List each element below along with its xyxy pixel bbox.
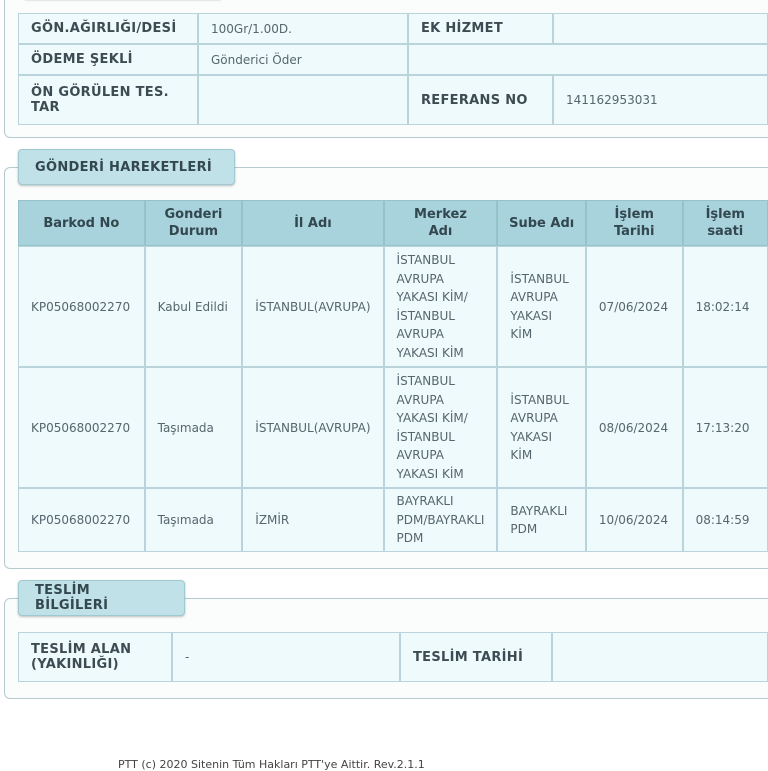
time-cell: 17:13:20 — [683, 367, 768, 488]
reference-no-value: 141162953031 — [553, 75, 768, 125]
delivery-info-table — [18, 632, 768, 682]
column-header-date: İşlem Tarihi — [586, 200, 683, 246]
estimated-delivery-value — [198, 75, 408, 125]
barcode-cell: KP05068002270 — [18, 367, 145, 488]
receiver-label: TESLİM ALAN (YAKINLIĞI) — [18, 632, 172, 682]
table-row — [18, 488, 768, 552]
table-row — [18, 246, 768, 367]
date-cell: 08/06/2024 — [586, 367, 683, 488]
delivery-date-value — [552, 632, 768, 682]
movements-legend: GÖNDERİ HAREKETLERİ — [18, 149, 235, 185]
barcode-cell: KP05068002270 — [18, 488, 145, 552]
column-header-center: Merkez Adı — [384, 200, 498, 246]
column-header-branch: Sube Adı — [497, 200, 586, 246]
city-cell: İZMİR — [242, 488, 383, 552]
center-cell: İSTANBUL AVRUPA YAKASI KİM/ İSTANBUL AVRUPA YAKASI KİM — [384, 367, 498, 488]
receiver-value: - — [172, 632, 400, 682]
table-row — [18, 367, 768, 488]
extra-service-value — [553, 13, 768, 44]
status-cell: Taşımada — [145, 367, 243, 488]
empty-cell — [408, 44, 768, 75]
branch-cell: İSTANBUL AVRUPA YAKASI KİM — [497, 246, 586, 367]
estimated-delivery-label: ÖN GÖRÜLEN TES. TAR — [18, 75, 198, 125]
time-cell: 08:14:59 — [683, 488, 768, 552]
column-header-time: İşlem saati — [683, 200, 768, 246]
weight-label: GÖN.AĞIRLIĞI/DESİ — [18, 13, 198, 44]
branch-cell: BAYRAKLI PDM — [497, 488, 586, 552]
branch-cell: İSTANBUL AVRUPA YAKASI KİM — [497, 367, 586, 488]
reference-no-label: REFERANS NO — [408, 75, 553, 125]
center-cell: BAYRAKLI PDM/BAYRAKLI PDM — [384, 488, 498, 552]
movements-table — [18, 200, 768, 552]
payment-type-value: Gönderici Öder — [198, 44, 408, 75]
status-cell: Taşımada — [145, 488, 243, 552]
time-cell: 18:02:14 — [683, 246, 768, 367]
center-cell: İSTANBUL AVRUPA YAKASI KİM/ İSTANBUL AVRUPA YAKASI KİM — [384, 246, 498, 367]
delivery-date-label: TESLİM TARİHİ — [400, 632, 552, 682]
delivery-legend: TESLİM BİLGİLERİ — [18, 580, 185, 616]
city-cell: İSTANBUL(AVRUPA) — [242, 246, 383, 367]
payment-type-label: ÖDEME ŞEKLİ — [18, 44, 198, 75]
shipment-summary-table — [18, 13, 768, 125]
extra-service-label: EK HİZMET — [408, 13, 553, 44]
city-cell: İSTANBUL(AVRUPA) — [242, 367, 383, 488]
footer-copyright: PTT (c) 2020 Sitenin Tüm Hakları PTT'ye Aittir. Rev.2.1.1 — [118, 758, 425, 771]
date-cell: 07/06/2024 — [586, 246, 683, 367]
barcode-cell: KP05068002270 — [18, 246, 145, 367]
date-cell: 10/06/2024 — [586, 488, 683, 552]
column-header-status: Gonderi Durum — [145, 200, 243, 246]
column-header-barcode: Barkod No — [18, 200, 145, 246]
status-cell: Kabul Edildi — [145, 246, 243, 367]
column-header-city: İl Adı — [242, 200, 383, 246]
weight-value: 100Gr/1.00D. — [198, 13, 408, 44]
